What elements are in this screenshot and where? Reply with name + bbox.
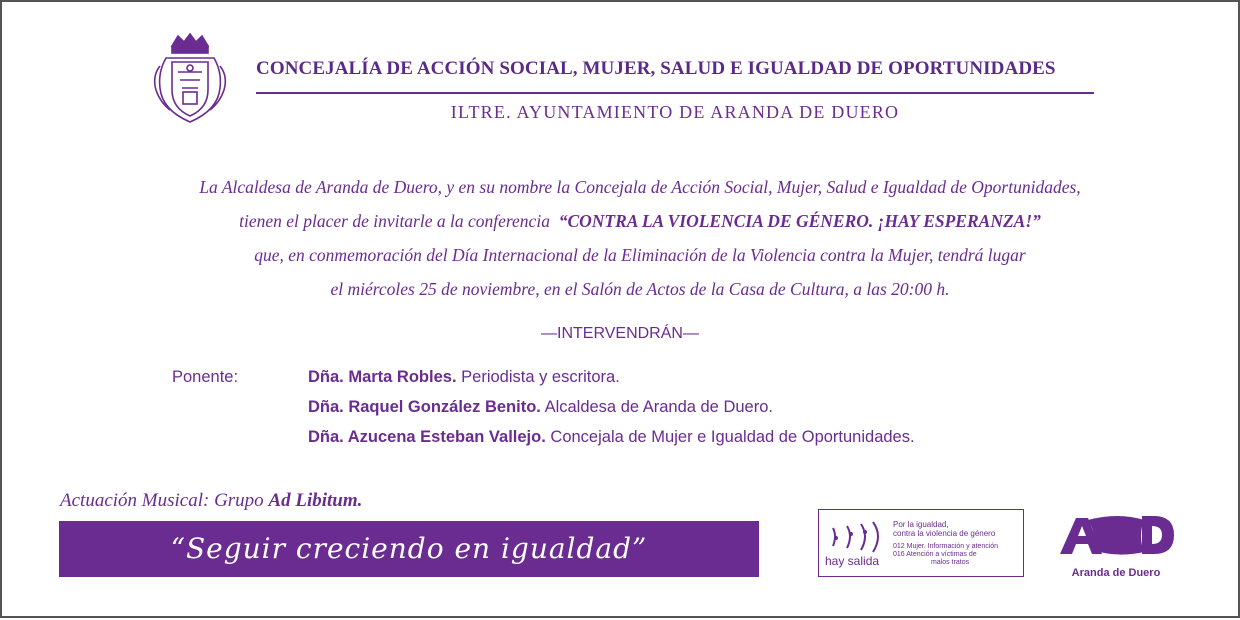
musical-performance [60, 490, 362, 512]
speakers-heading: —INTERVENDRÁN— [541, 325, 699, 342]
hay-salida-line: 012 Mujer. Información y atención [893, 543, 999, 550]
speaker-item [308, 398, 773, 417]
conference-title: “CONTRA LA VIOLENCIA DE GÉNERO. ¡HAY ESPERANZA!” [558, 211, 1041, 231]
aranda-logo-label: Aranda de Duero [1071, 567, 1161, 579]
header-divider [256, 92, 1094, 94]
hay-salida-line: contra la violencia de género [893, 529, 996, 538]
hay-salida-brand: hay salida [825, 554, 880, 568]
speaker-item [308, 368, 620, 387]
speaker-role: Periodista y escritora. [461, 368, 620, 386]
speaker-name: Dña. Azucena Esteban Vallejo. [308, 428, 546, 446]
hay-salida-phones [893, 543, 998, 567]
department-title: CONCEJALÍA DE ACCIÓN SOCIAL, MUJER, SALUD E IGUALDAD DE OPORTUNIDADES [256, 58, 1056, 79]
motto-banner: “Seguir creciendo en igualdad” [59, 521, 759, 577]
hay-salida-icon [827, 518, 887, 554]
city-council-subtitle: ILTRE. AYUNTAMIENTO DE ARANDA DE DUERO [450, 102, 900, 122]
coat-of-arms-icon [150, 32, 230, 128]
invitation-line-3: que, en conmemoración del Día Internacional de la Eliminación de la Violencia contra la Mujer, tendrá lugar [254, 245, 1026, 265]
hay-salida-line: malos tratos [931, 559, 970, 566]
speakers-label: Ponente: [172, 368, 239, 386]
invitation-line-2 [60, 204, 1220, 238]
hay-salida-line: Por la igualdad, [893, 520, 949, 529]
speaker-role: Alcaldesa de Aranda de Duero. [544, 398, 773, 416]
invitation-line-4: el miércoles 25 de noviembre, en el Salón de Actos de la Casa de Cultura, a las 20:00 h. [330, 279, 950, 299]
hay-salida-logo [818, 509, 1024, 577]
invitation-line-2-prefix: tienen el placer de invitarle a la conferencia [239, 211, 550, 231]
invitation-text [60, 170, 1220, 306]
speaker-role: Concejala de Mujer e Igualdad de Oportunidades. [550, 428, 915, 446]
invitation-line-1: La Alcaldesa de Aranda de Duero, y en su nombre la Concejala de Acción Social, Mujer, Salud e Igualdad de Oportunidades, [199, 177, 1081, 197]
hay-salida-slogan [893, 520, 995, 538]
music-group: Ad Libitum. [268, 490, 363, 511]
hay-salida-line: 016 Atención a víctimas de [893, 551, 977, 558]
music-prefix: Actuación Musical: Grupo [60, 490, 264, 511]
speaker-name: Dña. Raquel González Benito. [308, 398, 541, 416]
speaker-name: Dña. Marta Robles. [308, 368, 457, 386]
speaker-item [308, 428, 915, 447]
